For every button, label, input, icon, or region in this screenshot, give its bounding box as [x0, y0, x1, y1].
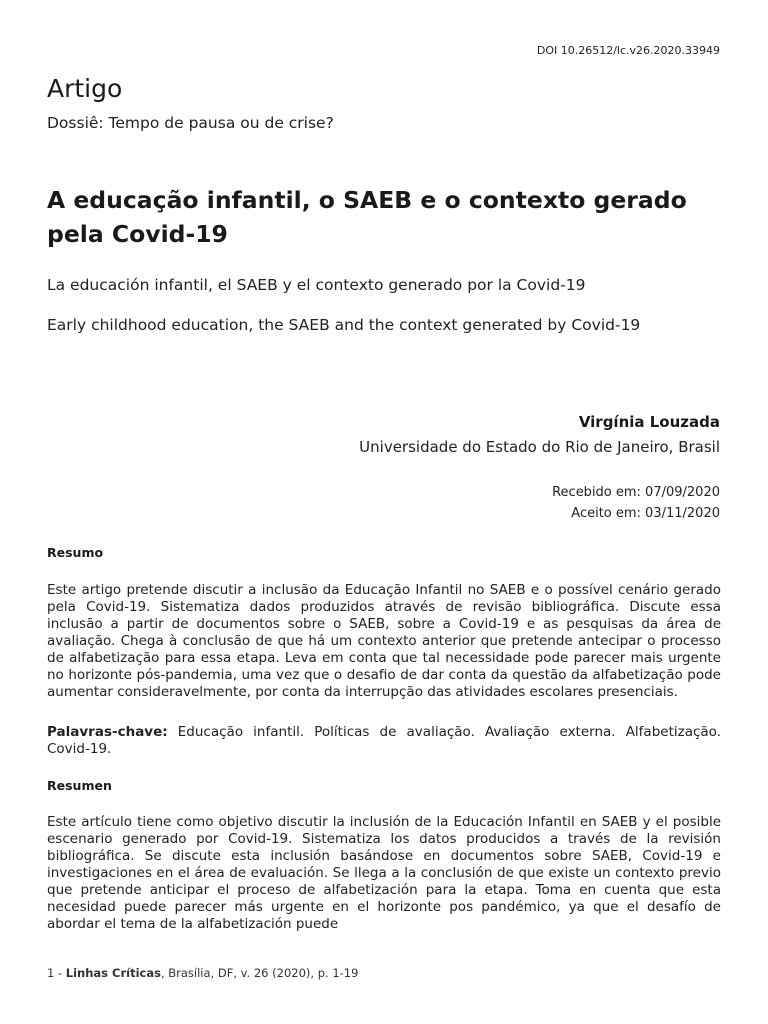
- journal-name: Linhas Críticas: [65, 966, 161, 980]
- resumo-text: Este artigo pretende discutir a inclusão da Educação Infantil no SAEB e o possível cenário gerado pela Covid-19. Sistematiza dados produzidos através de revisão bibliográfica. Discute essa inclusão a partir de documentos sobre o SAEB, sobre a Covid-19 e as pesquisas da área de avaliação. Chega à conclusão de que há um contexto anterior que pretende antecipar o processo de alfabetização para essa etapa. Leva em conta que tal necessidade pode parecer mais urgente no horizonte pós-pandemia, uma vez que o desafio de dar conta da questão da alfabetização pode aumentar consideravelmente, por conta da interrupção das atividades escolares presenciais.: [47, 582, 721, 700]
- article-title-english: Early childhood education, the SAEB and the context generated by Covid-19: [47, 316, 641, 334]
- keywords-paragraph: [47, 724, 721, 758]
- section-label: Artigo: [47, 74, 123, 103]
- dossie-label: Dossiê: Tempo de pausa ou de crise?: [47, 114, 334, 132]
- resumen-text: Este artículo tiene como objetivo discutir la inclusión de la Educación Infantil en SAEB y el posible escenario generado por Covid-19. Sistematiza los datos producidos a través de la revisión bibliográfica. Se discute esta inclusión basándose en documentos sobre SAEB, Covid-19 e investigaciones en el área de evaluación. Se llega a la conclusión de que existe un contexto previo que pretende anticipar el proceso de alfabetización para la etapa. Toma en cuenta que esta necesidad puede parecer más urgente en el horizonte pos pandémico, ya que el desafío de abordar el tema de la alfabetización puede: [47, 814, 721, 932]
- author-affiliation: Universidade do Estado do Rio de Janeiro, Brasil: [359, 438, 720, 456]
- page-footer: [47, 966, 358, 980]
- resumo-heading: Resumo: [47, 545, 104, 560]
- page-number: 1 -: [47, 966, 66, 980]
- resumen-heading: Resumen: [47, 778, 112, 793]
- article-title: A educação infantil, o SAEB e o contexto gerado pela Covid-19: [47, 186, 687, 248]
- received-date: Recebido em: 07/09/2020: [552, 485, 720, 500]
- keywords-list: Educação infantil. Políticas de avaliação. Avaliação externa. Alfabetização. Covid-19.: [47, 724, 721, 757]
- citation-info: , Brasília, DF, v. 26 (2020), p. 1-19: [160, 966, 359, 980]
- submission-dates: [552, 482, 720, 524]
- keywords-label: Palavras-chave:: [47, 724, 168, 740]
- doi-label: DOI 10.26512/lc.v26.2020.33949: [536, 44, 720, 57]
- author-name: Virgínia Louzada: [578, 413, 720, 431]
- accepted-date: Aceito em: 03/11/2020: [571, 506, 720, 521]
- article-title-spanish: La educación infantil, el SAEB y el contexto generado por la Covid-19: [47, 276, 586, 294]
